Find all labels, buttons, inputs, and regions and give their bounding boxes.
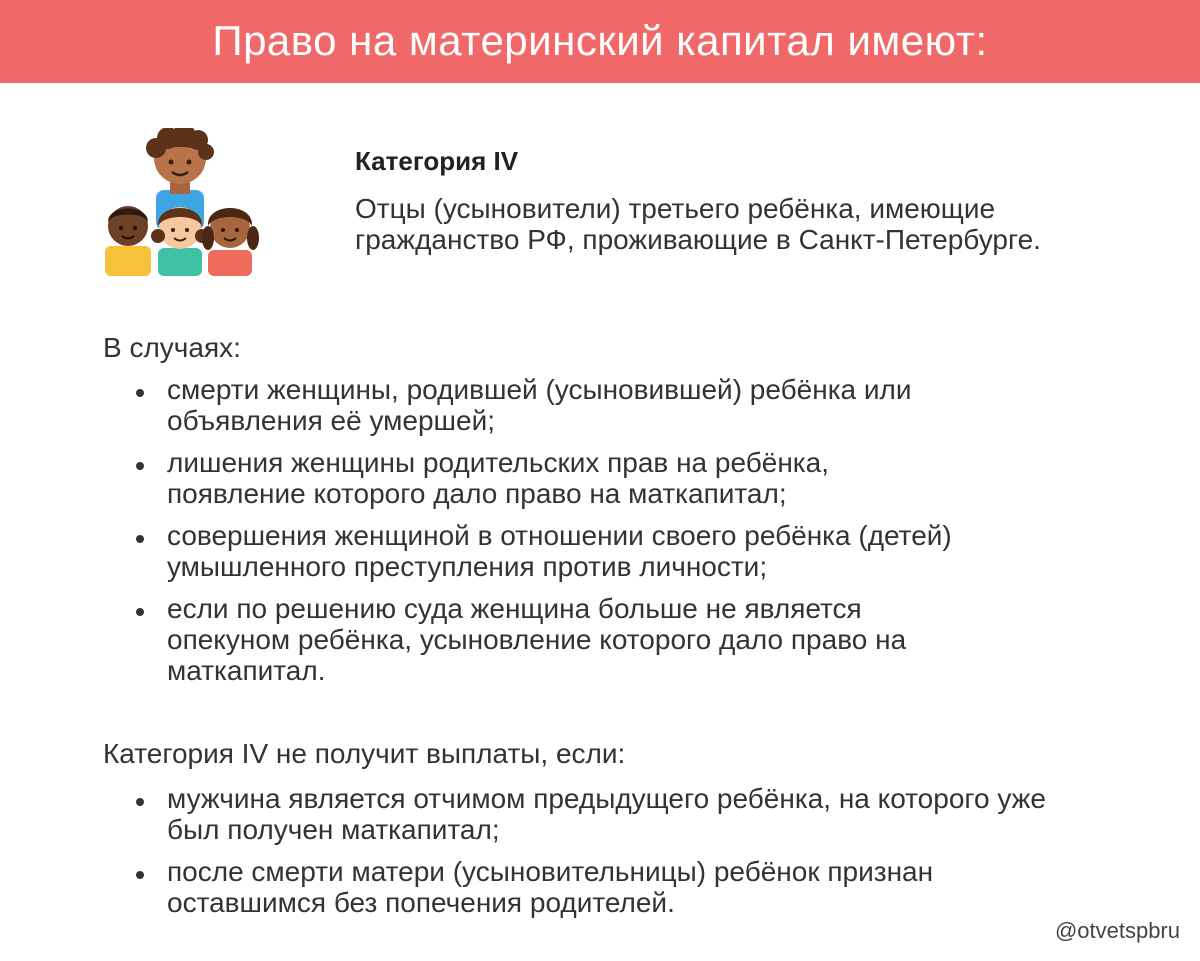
- list-item: смерти женщины, родившей (усыновившей) ребёнка или объявления её умершей;: [134, 374, 927, 436]
- page-title: Право на материнский капитал имеют:: [212, 16, 988, 64]
- list-item: если по решению суда женщина больше не является опекуном ребёнка, усыновление которого дало право на маткапитал.: [134, 593, 967, 686]
- category-title: Категория IV: [355, 146, 519, 176]
- list-item: совершения женщиной в отношении своего ребёнка (детей) умышленного преступления против личности;: [134, 520, 1047, 582]
- social-handle: @otvetspbru: [1054, 918, 1180, 943]
- exclusions-list: [134, 783, 1094, 929]
- family-icon: [100, 128, 260, 278]
- cases-list: [134, 374, 1094, 697]
- list-item: мужчина является отчимом предыдущего ребёнка, на которого уже был получен маткапитал;: [134, 783, 1087, 845]
- cases-intro: В случаях:: [103, 332, 241, 363]
- category-description: Отцы (усыновители) третьего ребёнка, имеющие гражданство РФ, проживающие в Санкт-Петербурге.: [355, 193, 1041, 255]
- exclusions-intro: Категория IV не получит выплаты, если:: [103, 738, 626, 769]
- header-banner: [0, 0, 1200, 83]
- list-item: после смерти матери (усыновительницы) ребёнок признан оставшимся без попечения родителей.: [134, 856, 1027, 918]
- list-item: лишения женщины родительских прав на ребёнка, появление которого дало право на маткапитал;: [134, 447, 907, 509]
